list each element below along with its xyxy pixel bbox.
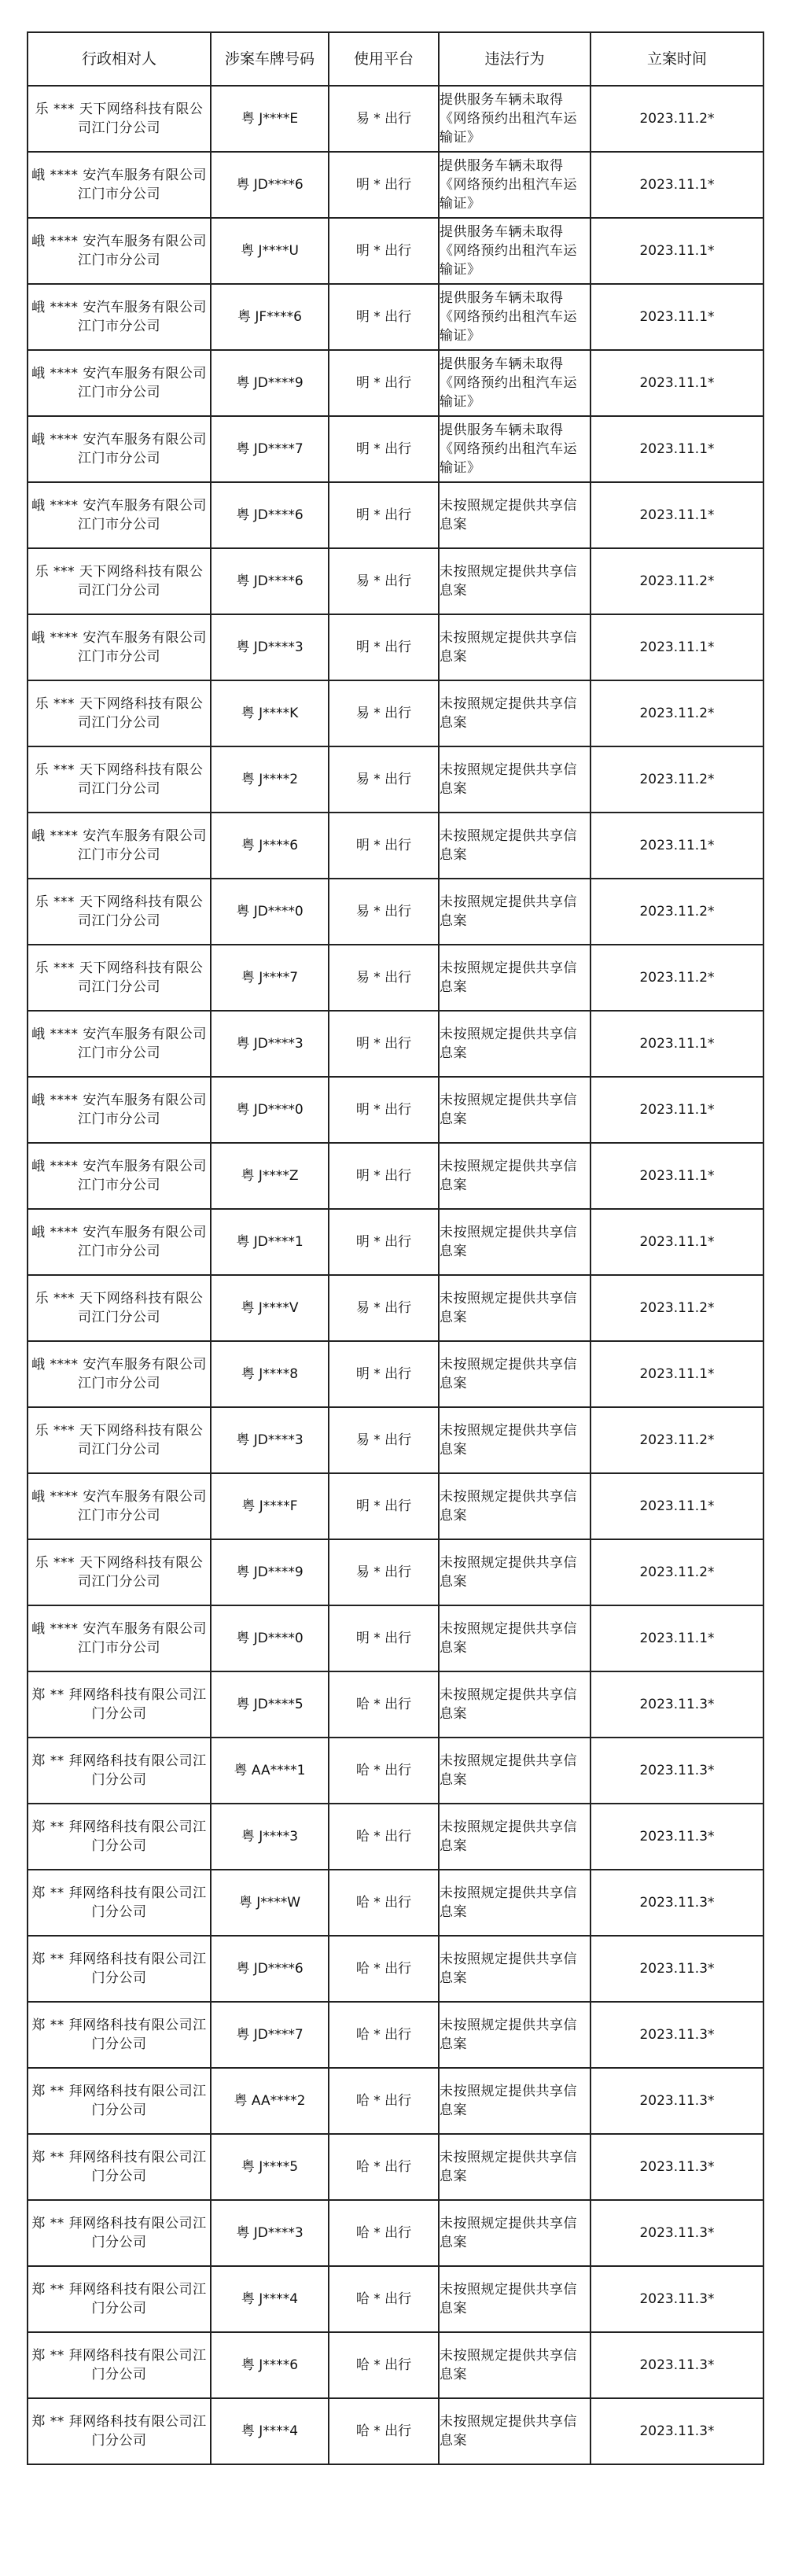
- table-header: [28, 32, 763, 86]
- cell-plate-number: 粤 JD****9: [211, 1539, 329, 1605]
- cell-violation: 未按照规定提供共享信息案: [439, 2068, 590, 2134]
- table-row: [28, 1671, 763, 1738]
- cell-plate-number: 粤 J****4: [211, 2398, 329, 2464]
- cell-plate-number: 粤 J****F: [211, 1473, 329, 1539]
- cell-filing-date: 2023.11.3*: [590, 1936, 763, 2002]
- cell-platform: 哈 * 出行: [329, 1671, 439, 1738]
- cell-platform: 明 * 出行: [329, 416, 439, 482]
- table-row: [28, 2398, 763, 2464]
- cell-platform: 哈 * 出行: [329, 2134, 439, 2200]
- cell-violation: 未按照规定提供共享信息案: [439, 746, 590, 813]
- table-row: [28, 2134, 763, 2200]
- cell-platform: 明 * 出行: [329, 482, 439, 548]
- cell-plate-number: 粤 J****3: [211, 1804, 329, 1870]
- cell-platform: 易 * 出行: [329, 1275, 439, 1341]
- cell-filing-date: 2023.11.3*: [590, 1671, 763, 1738]
- cell-filing-date: 2023.11.2*: [590, 86, 763, 152]
- cell-party: 乐 *** 天下网络科技有限公司江门分公司: [28, 945, 211, 1011]
- cell-party: 郑 ** 拜网络科技有限公司江门分公司: [28, 2266, 211, 2332]
- cell-plate-number: 粤 JD****6: [211, 482, 329, 548]
- cell-violation: 提供服务车辆未取得《网络预约出租汽车运输证》: [439, 86, 590, 152]
- cell-filing-date: 2023.11.1*: [590, 1605, 763, 1671]
- table-row: [28, 1605, 763, 1671]
- cell-platform: 明 * 出行: [329, 218, 439, 284]
- cell-filing-date: 2023.11.1*: [590, 1143, 763, 1209]
- table-row: [28, 1077, 763, 1143]
- cell-platform: 哈 * 出行: [329, 1738, 439, 1804]
- cell-plate-number: 粤 JD****3: [211, 1407, 329, 1473]
- cell-plate-number: 粤 JD****7: [211, 2002, 329, 2068]
- table-row: [28, 813, 763, 879]
- cell-plate-number: 粤 JF****6: [211, 284, 329, 350]
- cell-violation: 未按照规定提供共享信息案: [439, 945, 590, 1011]
- cell-filing-date: 2023.11.2*: [590, 1275, 763, 1341]
- cell-violation: 未按照规定提供共享信息案: [439, 1077, 590, 1143]
- cell-party: 峨 **** 安汽车服务有限公司江门市分公司: [28, 1077, 211, 1143]
- header-row: [28, 32, 763, 86]
- cell-filing-date: 2023.11.3*: [590, 2134, 763, 2200]
- cell-filing-date: 2023.11.3*: [590, 2002, 763, 2068]
- cell-platform: 哈 * 出行: [329, 2266, 439, 2332]
- cell-party: 乐 *** 天下网络科技有限公司江门分公司: [28, 1275, 211, 1341]
- cell-plate-number: 粤 J****U: [211, 218, 329, 284]
- cell-plate-number: 粤 JD****0: [211, 879, 329, 945]
- cell-plate-number: 粤 J****Z: [211, 1143, 329, 1209]
- cell-platform: 哈 * 出行: [329, 2002, 439, 2068]
- cell-filing-date: 2023.11.1*: [590, 813, 763, 879]
- cell-filing-date: 2023.11.3*: [590, 2266, 763, 2332]
- cell-plate-number: 粤 J****6: [211, 2332, 329, 2398]
- cell-party: 乐 *** 天下网络科技有限公司江门分公司: [28, 86, 211, 152]
- cell-party: 郑 ** 拜网络科技有限公司江门分公司: [28, 2134, 211, 2200]
- table-row: [28, 350, 763, 416]
- cell-violation: 未按照规定提供共享信息案: [439, 1539, 590, 1605]
- header-party: 行政相对人: [28, 32, 211, 86]
- cell-platform: 明 * 出行: [329, 1473, 439, 1539]
- cell-party: 郑 ** 拜网络科技有限公司江门分公司: [28, 1671, 211, 1738]
- cell-plate-number: 粤 JD****0: [211, 1077, 329, 1143]
- cell-platform: 易 * 出行: [329, 746, 439, 813]
- table-row: [28, 746, 763, 813]
- table-row: [28, 1936, 763, 2002]
- cell-plate-number: 粤 J****6: [211, 813, 329, 879]
- cell-plate-number: 粤 J****7: [211, 945, 329, 1011]
- cell-party: 郑 ** 拜网络科技有限公司江门分公司: [28, 1870, 211, 1936]
- cell-party: 峨 **** 安汽车服务有限公司江门市分公司: [28, 1341, 211, 1407]
- cell-party: 峨 **** 安汽车服务有限公司江门市分公司: [28, 1209, 211, 1275]
- cell-plate-number: 粤 JD****3: [211, 1011, 329, 1077]
- cell-violation: 未按照规定提供共享信息案: [439, 1870, 590, 1936]
- cell-violation: 提供服务车辆未取得《网络预约出租汽车运输证》: [439, 284, 590, 350]
- cell-plate-number: 粤 JD****3: [211, 2200, 329, 2266]
- cell-plate-number: 粤 JD****5: [211, 1671, 329, 1738]
- cell-violation: 未按照规定提供共享信息案: [439, 2134, 590, 2200]
- cell-filing-date: 2023.11.1*: [590, 614, 763, 680]
- cell-party: 峨 **** 安汽车服务有限公司江门市分公司: [28, 1143, 211, 1209]
- cell-party: 郑 ** 拜网络科技有限公司江门分公司: [28, 2398, 211, 2464]
- cell-plate-number: 粤 AA****1: [211, 1738, 329, 1804]
- cell-violation: 未按照规定提供共享信息案: [439, 2332, 590, 2398]
- cell-platform: 明 * 出行: [329, 1209, 439, 1275]
- cell-violation: 未按照规定提供共享信息案: [439, 1473, 590, 1539]
- cell-violation: 提供服务车辆未取得《网络预约出租汽车运输证》: [439, 416, 590, 482]
- cell-platform: 哈 * 出行: [329, 2332, 439, 2398]
- table-row: [28, 879, 763, 945]
- cell-filing-date: 2023.11.1*: [590, 284, 763, 350]
- cell-platform: 明 * 出行: [329, 1077, 439, 1143]
- table-body: [28, 86, 763, 2464]
- cell-violation: 未按照规定提供共享信息案: [439, 1275, 590, 1341]
- table-row: [28, 86, 763, 152]
- cell-platform: 哈 * 出行: [329, 2200, 439, 2266]
- cell-platform: 易 * 出行: [329, 945, 439, 1011]
- cell-party: 乐 *** 天下网络科技有限公司江门分公司: [28, 1407, 211, 1473]
- cell-party: 峨 **** 安汽车服务有限公司江门市分公司: [28, 152, 211, 218]
- table-row: [28, 218, 763, 284]
- cell-filing-date: 2023.11.1*: [590, 1209, 763, 1275]
- table-row: [28, 1738, 763, 1804]
- cell-platform: 明 * 出行: [329, 284, 439, 350]
- cell-plate-number: 粤 JD****0: [211, 1605, 329, 1671]
- cell-plate-number: 粤 JD****6: [211, 152, 329, 218]
- table-row: [28, 680, 763, 746]
- cell-filing-date: 2023.11.2*: [590, 680, 763, 746]
- cell-violation: 未按照规定提供共享信息案: [439, 1804, 590, 1870]
- cell-filing-date: 2023.11.3*: [590, 1738, 763, 1804]
- cell-violation: 未按照规定提供共享信息案: [439, 1143, 590, 1209]
- cell-violation: 未按照规定提供共享信息案: [439, 879, 590, 945]
- cell-violation: 未按照规定提供共享信息案: [439, 2266, 590, 2332]
- cell-platform: 明 * 出行: [329, 813, 439, 879]
- cell-violation: 未按照规定提供共享信息案: [439, 1407, 590, 1473]
- cell-violation: 未按照规定提供共享信息案: [439, 2002, 590, 2068]
- cell-plate-number: 粤 JD****3: [211, 614, 329, 680]
- cell-violation: 未按照规定提供共享信息案: [439, 1671, 590, 1738]
- cell-platform: 易 * 出行: [329, 879, 439, 945]
- cell-party: 郑 ** 拜网络科技有限公司江门分公司: [28, 2002, 211, 2068]
- cell-party: 郑 ** 拜网络科技有限公司江门分公司: [28, 2332, 211, 2398]
- table-row: [28, 2332, 763, 2398]
- header-violation: 违法行为: [439, 32, 590, 86]
- cell-party: 峨 **** 安汽车服务有限公司江门市分公司: [28, 1473, 211, 1539]
- cell-platform: 易 * 出行: [329, 1539, 439, 1605]
- cell-party: 峨 **** 安汽车服务有限公司江门市分公司: [28, 1605, 211, 1671]
- cell-party: 乐 *** 天下网络科技有限公司江门分公司: [28, 1539, 211, 1605]
- cell-party: 峨 **** 安汽车服务有限公司江门市分公司: [28, 218, 211, 284]
- table-row: [28, 1539, 763, 1605]
- cell-party: 郑 ** 拜网络科技有限公司江门分公司: [28, 2068, 211, 2134]
- cell-platform: 哈 * 出行: [329, 1870, 439, 1936]
- cell-plate-number: 粤 AA****2: [211, 2068, 329, 2134]
- header-plate: 涉案车牌号码: [211, 32, 329, 86]
- cell-filing-date: 2023.11.1*: [590, 482, 763, 548]
- table-row: [28, 284, 763, 350]
- cell-plate-number: 粤 JD****6: [211, 548, 329, 614]
- cell-filing-date: 2023.11.3*: [590, 2398, 763, 2464]
- cell-platform: 明 * 出行: [329, 614, 439, 680]
- case-records-table: [27, 31, 764, 2465]
- cell-plate-number: 粤 J****W: [211, 1870, 329, 1936]
- cell-filing-date: 2023.11.2*: [590, 548, 763, 614]
- cell-violation: 未按照规定提供共享信息案: [439, 680, 590, 746]
- cell-party: 峨 **** 安汽车服务有限公司江门市分公司: [28, 416, 211, 482]
- table-row: [28, 1804, 763, 1870]
- cell-party: 乐 *** 天下网络科技有限公司江门分公司: [28, 548, 211, 614]
- cell-party: 峨 **** 安汽车服务有限公司江门市分公司: [28, 813, 211, 879]
- table-row: [28, 2002, 763, 2068]
- cell-plate-number: 粤 J****K: [211, 680, 329, 746]
- cell-filing-date: 2023.11.2*: [590, 1407, 763, 1473]
- cell-filing-date: 2023.11.1*: [590, 1341, 763, 1407]
- cell-filing-date: 2023.11.1*: [590, 350, 763, 416]
- cell-filing-date: 2023.11.1*: [590, 1077, 763, 1143]
- table-row: [28, 416, 763, 482]
- cell-filing-date: 2023.11.1*: [590, 1473, 763, 1539]
- cell-violation: 提供服务车辆未取得《网络预约出租汽车运输证》: [439, 218, 590, 284]
- cell-platform: 明 * 出行: [329, 152, 439, 218]
- cell-platform: 明 * 出行: [329, 350, 439, 416]
- cell-filing-date: 2023.11.1*: [590, 416, 763, 482]
- cell-party: 峨 **** 安汽车服务有限公司江门市分公司: [28, 614, 211, 680]
- cell-platform: 哈 * 出行: [329, 2398, 439, 2464]
- cell-platform: 易 * 出行: [329, 1407, 439, 1473]
- header-filing-date: 立案时间: [590, 32, 763, 86]
- table-row: [28, 2068, 763, 2134]
- cell-party: 峨 **** 安汽车服务有限公司江门市分公司: [28, 350, 211, 416]
- cell-plate-number: 粤 J****4: [211, 2266, 329, 2332]
- table-row: [28, 1143, 763, 1209]
- cell-party: 峨 **** 安汽车服务有限公司江门市分公司: [28, 1011, 211, 1077]
- cell-party: 郑 ** 拜网络科技有限公司江门分公司: [28, 1804, 211, 1870]
- cell-platform: 明 * 出行: [329, 1605, 439, 1671]
- cell-violation: 未按照规定提供共享信息案: [439, 548, 590, 614]
- cell-plate-number: 粤 J****2: [211, 746, 329, 813]
- cell-filing-date: 2023.11.3*: [590, 2200, 763, 2266]
- cell-plate-number: 粤 J****5: [211, 2134, 329, 2200]
- cell-violation: 未按照规定提供共享信息案: [439, 482, 590, 548]
- cell-filing-date: 2023.11.3*: [590, 2332, 763, 2398]
- table-row: [28, 482, 763, 548]
- cell-plate-number: 粤 J****E: [211, 86, 329, 152]
- cell-platform: 明 * 出行: [329, 1341, 439, 1407]
- cell-party: 乐 *** 天下网络科技有限公司江门分公司: [28, 879, 211, 945]
- table-row: [28, 2200, 763, 2266]
- cell-party: 郑 ** 拜网络科技有限公司江门分公司: [28, 1738, 211, 1804]
- cell-platform: 明 * 出行: [329, 1143, 439, 1209]
- cell-party: 乐 *** 天下网络科技有限公司江门分公司: [28, 746, 211, 813]
- cell-violation: 未按照规定提供共享信息案: [439, 1738, 590, 1804]
- cell-violation: 未按照规定提供共享信息案: [439, 1936, 590, 2002]
- cell-filing-date: 2023.11.1*: [590, 1011, 763, 1077]
- cell-violation: 未按照规定提供共享信息案: [439, 1341, 590, 1407]
- table-row: [28, 614, 763, 680]
- table-row: [28, 152, 763, 218]
- cell-party: 郑 ** 拜网络科技有限公司江门分公司: [28, 2200, 211, 2266]
- table-row: [28, 1341, 763, 1407]
- cell-plate-number: 粤 JD****7: [211, 416, 329, 482]
- cell-filing-date: 2023.11.2*: [590, 945, 763, 1011]
- cell-plate-number: 粤 J****8: [211, 1341, 329, 1407]
- cell-filing-date: 2023.11.3*: [590, 2068, 763, 2134]
- table-row: [28, 945, 763, 1011]
- cell-filing-date: 2023.11.3*: [590, 1804, 763, 1870]
- cell-platform: 哈 * 出行: [329, 1804, 439, 1870]
- cell-party: 峨 **** 安汽车服务有限公司江门市分公司: [28, 482, 211, 548]
- cell-violation: 提供服务车辆未取得《网络预约出租汽车运输证》: [439, 152, 590, 218]
- cell-violation: 提供服务车辆未取得《网络预约出租汽车运输证》: [439, 350, 590, 416]
- cell-filing-date: 2023.11.2*: [590, 1539, 763, 1605]
- cell-plate-number: 粤 JD****1: [211, 1209, 329, 1275]
- cell-platform: 易 * 出行: [329, 680, 439, 746]
- header-platform: 使用平台: [329, 32, 439, 86]
- cell-violation: 未按照规定提供共享信息案: [439, 2200, 590, 2266]
- cell-violation: 未按照规定提供共享信息案: [439, 813, 590, 879]
- table-row: [28, 1473, 763, 1539]
- cell-platform: 易 * 出行: [329, 548, 439, 614]
- cell-violation: 未按照规定提供共享信息案: [439, 2398, 590, 2464]
- table-row: [28, 1407, 763, 1473]
- table-row: [28, 548, 763, 614]
- cell-violation: 未按照规定提供共享信息案: [439, 1011, 590, 1077]
- cell-platform: 易 * 出行: [329, 86, 439, 152]
- cell-filing-date: 2023.11.3*: [590, 1870, 763, 1936]
- cell-violation: 未按照规定提供共享信息案: [439, 614, 590, 680]
- table-row: [28, 2266, 763, 2332]
- cell-filing-date: 2023.11.2*: [590, 879, 763, 945]
- table-row: [28, 1209, 763, 1275]
- cell-platform: 明 * 出行: [329, 1011, 439, 1077]
- cell-party: 郑 ** 拜网络科技有限公司江门分公司: [28, 1936, 211, 2002]
- cell-violation: 未按照规定提供共享信息案: [439, 1605, 590, 1671]
- table-row: [28, 1870, 763, 1936]
- cell-filing-date: 2023.11.2*: [590, 746, 763, 813]
- cell-plate-number: 粤 JD****6: [211, 1936, 329, 2002]
- cell-platform: 哈 * 出行: [329, 1936, 439, 2002]
- cell-plate-number: 粤 J****V: [211, 1275, 329, 1341]
- cell-violation: 未按照规定提供共享信息案: [439, 1209, 590, 1275]
- cell-plate-number: 粤 JD****9: [211, 350, 329, 416]
- cell-party: 峨 **** 安汽车服务有限公司江门市分公司: [28, 284, 211, 350]
- table-row: [28, 1275, 763, 1341]
- table-row: [28, 1011, 763, 1077]
- cell-filing-date: 2023.11.1*: [590, 218, 763, 284]
- cell-filing-date: 2023.11.1*: [590, 152, 763, 218]
- cell-party: 乐 *** 天下网络科技有限公司江门分公司: [28, 680, 211, 746]
- cell-platform: 哈 * 出行: [329, 2068, 439, 2134]
